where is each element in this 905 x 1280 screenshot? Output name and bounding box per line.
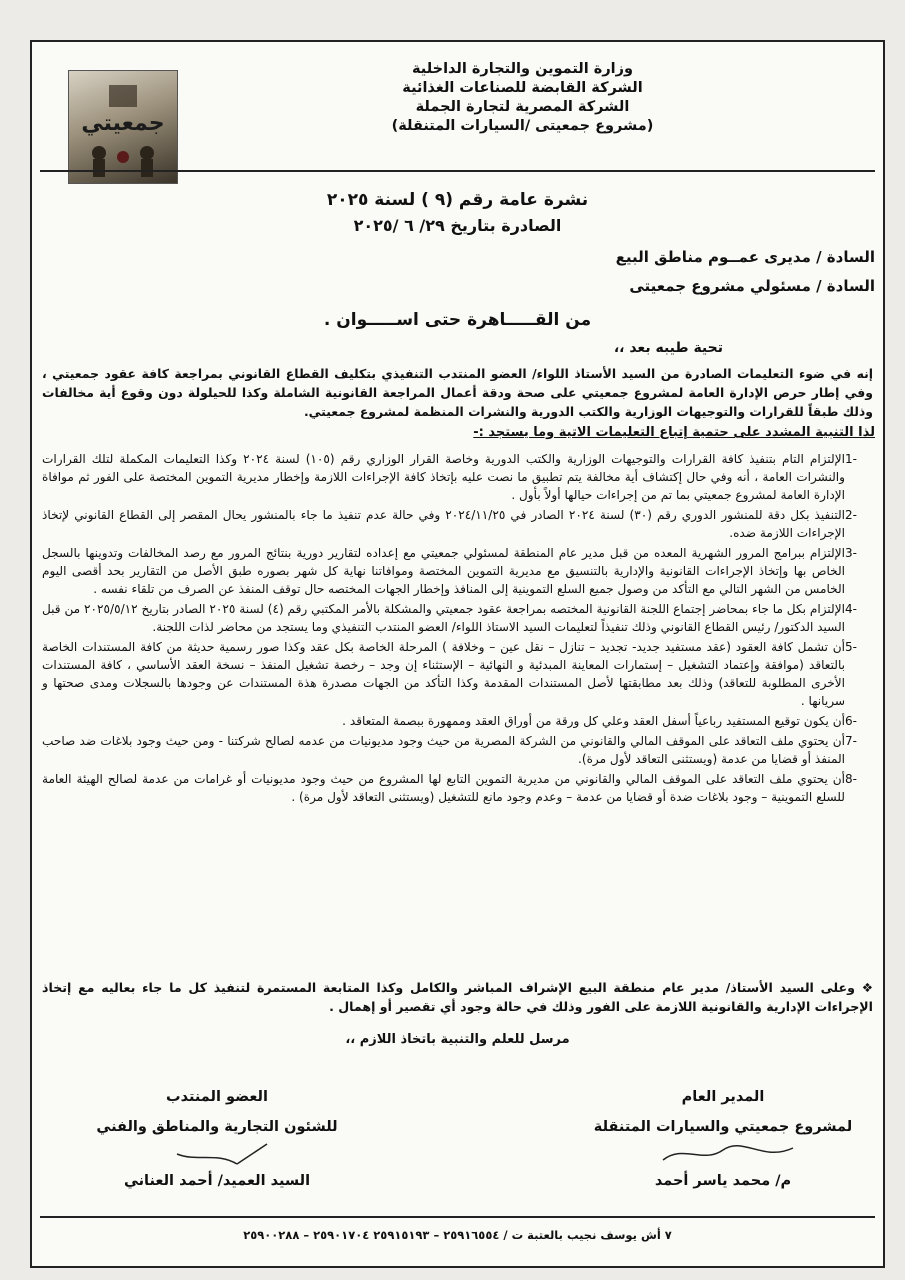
header-line-2: الشركة القابضة للصناعات الغذائية (402, 80, 643, 96)
item-text: أن تشمل كافة العقود (عقد مستفيد جديد- تجديد – تنازل – نقل عين – وخلافة ) المرحلة الخاصة بكل عقد وكذا صور رسمية حديثة من كافة المستندات الخاصة بالتعاقد (موافقة وإعتماد التشغيل – إستمارات المعاينة المبدئية و النهائية – الإستثناء إن وجد – رخصة تشغيل المنفذ – نسخة العقد الأساسي ، كافة المستندات الأخرى المطلوبة للتعاقد) وذلك بعد مطابقتها لأصل المستندات المقدمة وكذا التأكد من الجهات مصدرة هذة المستندات عن وجودها بالسجلات ومدى صحتها و سريانها . (42, 640, 845, 708)
gm-org: لمشروع جمعيتي والسيارات المتنقلة (593, 1119, 853, 1135)
item-text: الإلتزام التام بتنفيذ كافة القرارات والتوجيهات الوزارية والكتب الدورية وخاصة القرار الوزاري رقم (١٠٥) لسنة ٢٠٢٤ وكذا التعليمات المكملة لتلك القرارات والنشرات العامة ، أنه وفي حال إكتشاف أية مخالفة يتم تطبيق ما نصت عليه بإتخاذ كافة الإجراءات اللازمة وإخطار مديرية التموين المختصة على الفور ثم موافاة الإدارة العامة لمشروع جمعيتي بما تم من إجراءات حيالها أولاً بأول . (42, 452, 845, 502)
list-item (42, 600, 871, 636)
list-item (42, 506, 871, 542)
bulletin-date: الصادرة بتاريخ ٢٩/ ٦ /٢٠٢٥ (353, 216, 562, 235)
item-text: أن يحتوي ملف التعاقد على الموقف المالي والقانوني من الشركة المصرية من حيث وجود مديونيات من عدمه لصالح شركتنا - ومن حيث وجود بلاغات ضد صاحب المنفذ أو قضايا من عدمة (ويستثنى التعاقد لأول مرة). (42, 734, 845, 766)
signature-block-managing-member (72, 1082, 362, 1196)
header-divider (40, 170, 875, 172)
item-text: الإلتزام بكل ما جاء بمحاضر إجتماع اللجنة القانونية المختصه بمراجعة عقود جمعيتي والمشكلة بالأمر المكتبي رقم (٤) لسنة ٢٠٢٥ الصادر بتاريخ ٢٠٢٥/٥/١٢ من قبل السيد الدكتور/ رئيس القطاع القانوني وذلك تنفيذاً لتعليمات السيد الاستاذ اللواء/ العضو المنتدب التنفيذي وما يستجد من محاضر لذات اللجنة. (42, 602, 845, 634)
recipient-line-1: السادة / مديرى عمــوم مناطق البيع (615, 248, 875, 266)
handwritten-signature-icon (623, 1142, 823, 1166)
bulletin-title: نشرة عامة رقم (٩ ) لسنة ٢٠٢٥ (326, 190, 589, 210)
intro-paragraph: إنه في ضوء التعليمات الصادرة من السيد الأستاذ اللواء/ العضو المنتدب التنفيذي بتكليف القطاع القانوني بمراجعة كافة عقود جمعيتي ، وفي إطار حرص الإدارة العامة لمشروع جمعيتي على صحة ودقة أعمال المراجعة القانونية الشاملة وكذا للحيلولة دون وقوع أية مخالفات وذلك طبقاً للقرارات والتوجيهات الوزارية والكتب الدورية والنشرات المنظمة لمشروع جمعيتي. (42, 366, 873, 419)
gm-title: المدير العام (681, 1089, 765, 1105)
footer-address: ٧ أش يوسف نجيب بالعتبة ت / ٢٥٩١٦٥٥٤ – ٢٥٩١٥١٩٣ ٢٥٩٠١٧٠٤ – ٢٥٩٠٠٢٨٨ (243, 1228, 672, 1242)
item-number: -4 (845, 602, 857, 616)
jamaity-logo (68, 70, 178, 184)
item-number: -3 (845, 546, 857, 560)
instruction-list (42, 450, 871, 808)
mm-dept: للشئون التجارية والمناطق والفني (96, 1119, 338, 1135)
header-line-3: الشركة المصرية لتجارة الجملة (415, 99, 630, 115)
list-item (42, 638, 871, 710)
list-item (42, 450, 871, 504)
item-number: -2 (845, 508, 857, 522)
region-line: من القـــــاهرة حتى اســـــوان . (323, 310, 592, 330)
closing-paragraph: ❖ وعلى السيد الأستاذ/ مدير عام منطقة البيع الإشراف المباشر والكامل وكذا المتابعة المستمرة لتنفيذ كل ما جاء بعاليه مع إتخاذ الإجراءات الإدارية والقانونية اللازمة على الفور وذلك في حالة وجود أي تقصير أو إهمال . (42, 980, 873, 1014)
mm-title: العضو المنتدب (166, 1089, 268, 1105)
signature-block-general-manager (573, 1082, 873, 1196)
mm-name: السيد العميد/ أحمد العناني (123, 1173, 311, 1189)
mm-signature (72, 1142, 362, 1166)
notice-line: مرسل للعلم والتنبية باتخاذ اللازم ،، (345, 1032, 570, 1047)
greeting: تحية طيبه بعد ،، (613, 340, 723, 356)
list-item (42, 732, 871, 768)
item-text: الإلتزام ببرامج المرور الشهرية المعده من قبل مدير عام المنطقة لمسئولي جمعيتي مع إعداده لتقارير دورية بنتائج المرور مع رصد المخالفات وتدوينها بالسجل الخاص بها وإتخاذ الإجراءات القانونية والإدارية بالتنسيق مع مديرية التموين المختصة وموافاتنا نهاية كل شهر بصوره طبق الأصل من التقارير بحد أقصى اليوم الخامس من الشهر التالي مع التأكد من وصول جميع السلع التموينية إلى المنافذ وإخطار الجهات المختصه حال توقف المنفذ عن الصرف من تلقاء نفسه . (42, 546, 845, 596)
header-line-1: وزارة التموين والتجارة الداخلية (411, 61, 633, 77)
item-number: -8 (845, 772, 857, 786)
item-number: -7 (845, 734, 857, 748)
footer-divider (40, 1216, 875, 1218)
item-text: أن يكون توقيع المستفيد رباعياً أسفل العقد وعلي كل ورقة من أوراق العقد وممهورة ببصمة المتعاقد . (342, 714, 845, 728)
item-text: أن يحتوي ملف التعاقد على الموقف المالي والقانوني من مديرية التموين التابع لها المشروع من حيث وجود مديونيات أو غرامات من عدمة لصالح الهيئة العامة للسلع التموينية – وجود بلاغات ضدة أو قضايا من عدمة – وعدم وجود مانع للتشغيل (ويستثنى التعاقد لأول مرة) . (42, 772, 845, 804)
gm-signature (573, 1142, 873, 1166)
ministry-header (182, 60, 863, 136)
item-number: -1 (845, 452, 857, 466)
gm-name: م/ محمد ياسر أحمد (654, 1173, 792, 1189)
handwritten-signature-icon (117, 1142, 317, 1166)
list-item (42, 544, 871, 598)
item-number: -6 (845, 714, 857, 728)
directive-line: لذا التنبية المشدد على حتمية إتباع التعليمات الاتية وما يستجد :- (473, 425, 875, 440)
recipient-line-2: السادة / مسئولي مشروع جمعيتى (629, 277, 875, 295)
item-text: التنفيذ بكل دقة للمنشور الدوري رقم (٣٠) لسنة ٢٠٢٤ الصادر في ٢٠٢٤/١١/٢٥ وفي حالة عدم تنفيذ ما جاء بالمنشور يحال المقصر إلى القطاع القانوني لإتخاذ الإجراءات اللازمة ضده. (42, 508, 846, 540)
item-number: -5 (845, 640, 857, 654)
list-item (42, 770, 871, 806)
document-sheet (30, 40, 885, 1268)
logo-text: جمعيتي (81, 111, 165, 136)
list-item (42, 712, 871, 730)
header-line-4: (مشروع جمعيتى /السيارات المتنقلة) (391, 118, 654, 134)
